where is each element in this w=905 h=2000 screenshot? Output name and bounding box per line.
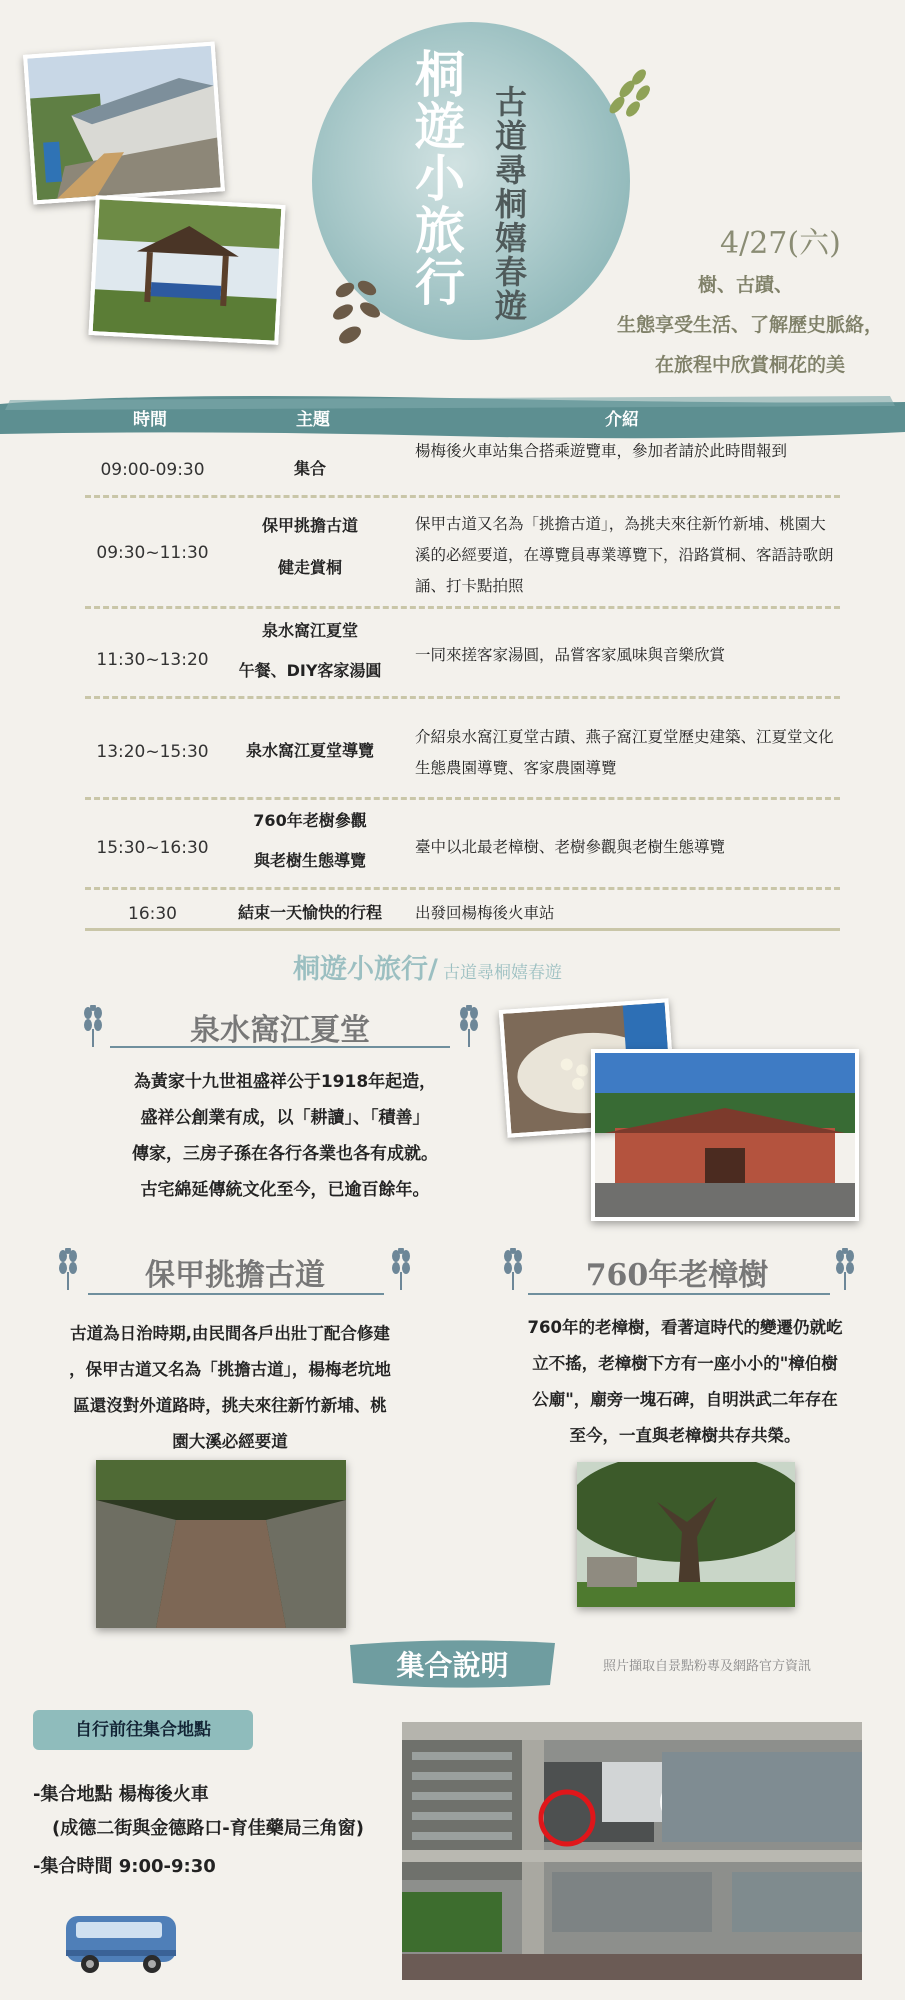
row-topic: 泉水窩江夏堂 <box>261 621 358 640</box>
schedule-row <box>85 718 840 798</box>
meeting-time: -集合時間 9:00-9:30 <box>33 1856 216 1877</box>
table-bottom-rule <box>85 928 840 931</box>
header-time: 時間 <box>133 410 167 430</box>
photo-credit: 照片擷取自景點粉專及網路官方資訊 <box>603 1659 812 1674</box>
wheat-icon <box>456 1005 482 1047</box>
row-intro: 保甲古道又名為「挑擔古道」，為挑夫來往新竹新埔、桃園大溪的必經要道，在導覽員專業導覽下，沿路賞桐、客語詩歌朗誦、打卡點拍照 <box>415 515 834 595</box>
jiangxia-hall-photo <box>591 1049 859 1221</box>
wheat-icon <box>80 1005 106 1047</box>
row-time: 13:20~15:30 <box>96 742 209 762</box>
tagline-line-2: 生態享受生活、了解歷史脈絡， <box>616 314 883 336</box>
baojia-text <box>30 1316 430 1460</box>
row-topic: 760年老樹參觀 <box>253 811 367 830</box>
wheat-icon <box>388 1248 414 1290</box>
main-title: 桐遊小旅行 <box>407 48 466 308</box>
row-divider <box>85 887 840 890</box>
wheat-icon <box>500 1248 526 1290</box>
schedule-row <box>85 618 840 698</box>
event-date: 4/27(六) <box>720 226 841 261</box>
row-time: 11:30~13:20 <box>96 650 209 670</box>
section-title-jiangxia: 泉水窩江夏堂 <box>190 1013 370 1048</box>
row-time: 16:30 <box>128 904 177 924</box>
row-topic: 健走賞桐 <box>277 558 342 577</box>
section-title-baojia: 保甲挑擔古道 <box>145 1258 325 1293</box>
tree-line: 公廟"，廟旁一塊石碑，自明洪武二年存在 <box>532 1390 838 1409</box>
row-topic: 結束一天愉快的行程 <box>237 903 382 922</box>
intro-heading-sub: 古道尋桐嬉春遊 <box>442 963 562 983</box>
tree-text <box>485 1310 885 1454</box>
section-underline <box>88 1293 384 1295</box>
jiangxia-text <box>85 1064 485 1208</box>
row-divider <box>85 797 840 800</box>
row-intro: 一同來搓客家湯圓，品嘗客家風味與音樂欣賞 <box>415 646 726 664</box>
meeting-place-detail: (成德二街與金德路口-育佳藥局三角窗) <box>52 1818 364 1839</box>
baojia-line: ，保甲古道又名為「挑擔古道」，楊梅老坑地 <box>69 1360 391 1379</box>
schedule-row <box>85 896 840 932</box>
row-time: 15:30~16:30 <box>96 838 209 858</box>
jiangxia-line: 盛祥公創業有成，以「耕讀」、「積善」 <box>140 1108 430 1128</box>
header-topic: 主題 <box>296 410 330 430</box>
row-intro: 臺中以北最老樟樹、老樹參觀與老樹生態導覽 <box>415 838 726 856</box>
tree-line: 立不搖，老樟樹下方有一座小小的"樟伯樹 <box>532 1354 838 1373</box>
ancient-trail-photo <box>96 1460 346 1628</box>
header-intro: 介紹 <box>605 410 639 430</box>
jiangxia-line: 為黃家十九世祖盛祥公于1918年起造， <box>133 1072 437 1092</box>
tree-line: 760年的老樟樹，看著這時代的變遷仍就屹 <box>527 1318 843 1337</box>
tagline-line-1: 樹、古蹟、 <box>697 274 793 296</box>
schedule-row <box>85 436 840 496</box>
wheat-icon <box>55 1248 81 1290</box>
pavilion-photo <box>88 195 285 345</box>
old-road-house-photo <box>23 41 225 204</box>
row-intro: 楊梅後火車站集合搭乘遊覽車，參加者請於此時間報到 <box>415 442 788 460</box>
row-topic: 與老樹生態導覽 <box>253 851 366 870</box>
meeting-map <box>402 1722 862 1980</box>
row-time: 09:00-09:30 <box>100 460 205 480</box>
baojia-line: 區還沒對外道路時，挑夫來往新竹新埔、桃 <box>73 1396 387 1415</box>
row-intro: 介紹泉水窩江夏堂古蹟、燕子窩江夏堂歷史建築、江夏堂文化生態農園導覽、客家農園導覽 <box>415 728 834 777</box>
jiangxia-line: 傳家，三房子孫在各行各業也各有成就。 <box>132 1144 438 1164</box>
leaf-icon <box>605 65 655 120</box>
subtitle: 古道尋桐嬉春遊 <box>490 85 528 323</box>
intro-heading <box>293 947 562 986</box>
self-travel-pill: 自行前往集合地點 <box>33 1710 253 1750</box>
leaf-icon <box>325 270 395 355</box>
meeting-title: 集合說明 <box>396 1649 509 1682</box>
bus-icon <box>62 1912 180 1976</box>
section-title-tree: 760年老樟樹 <box>585 1258 769 1293</box>
row-divider <box>85 606 840 609</box>
schedule-row <box>85 812 840 892</box>
baojia-line: 古道為日治時期,由民間各戶出壯丁配合修建 <box>70 1324 390 1343</box>
row-topic: 午餐、DIY客家湯圓 <box>238 661 382 680</box>
section-underline <box>528 1293 830 1295</box>
baojia-line: 園大溪必經要道 <box>172 1432 288 1451</box>
row-intro: 出發回楊梅後火車站 <box>415 904 555 922</box>
jiangxia-line: 古宅綿延傳統文化至今，已逾百餘年。 <box>140 1180 430 1200</box>
row-time: 09:30~11:30 <box>96 543 209 563</box>
row-topic: 保甲挑擔古道 <box>261 516 358 535</box>
old-camphor-tree-photo <box>577 1462 795 1607</box>
meeting-place: -集合地點 楊梅後火車 <box>33 1784 209 1805</box>
row-divider <box>85 696 840 699</box>
intro-heading-main: 桐遊小旅行/ <box>293 954 438 985</box>
wheat-icon <box>832 1248 858 1290</box>
tree-line: 至今，一直與老樟樹共存共榮。 <box>569 1426 801 1445</box>
row-topic: 泉水窩江夏堂導覽 <box>245 741 374 760</box>
tagline-line-3: 在旅程中欣賞桐花的美 <box>654 354 845 376</box>
row-topic: 集合 <box>293 459 326 478</box>
schedule-row <box>85 505 840 605</box>
row-divider <box>85 495 840 498</box>
section-underline <box>110 1046 450 1048</box>
